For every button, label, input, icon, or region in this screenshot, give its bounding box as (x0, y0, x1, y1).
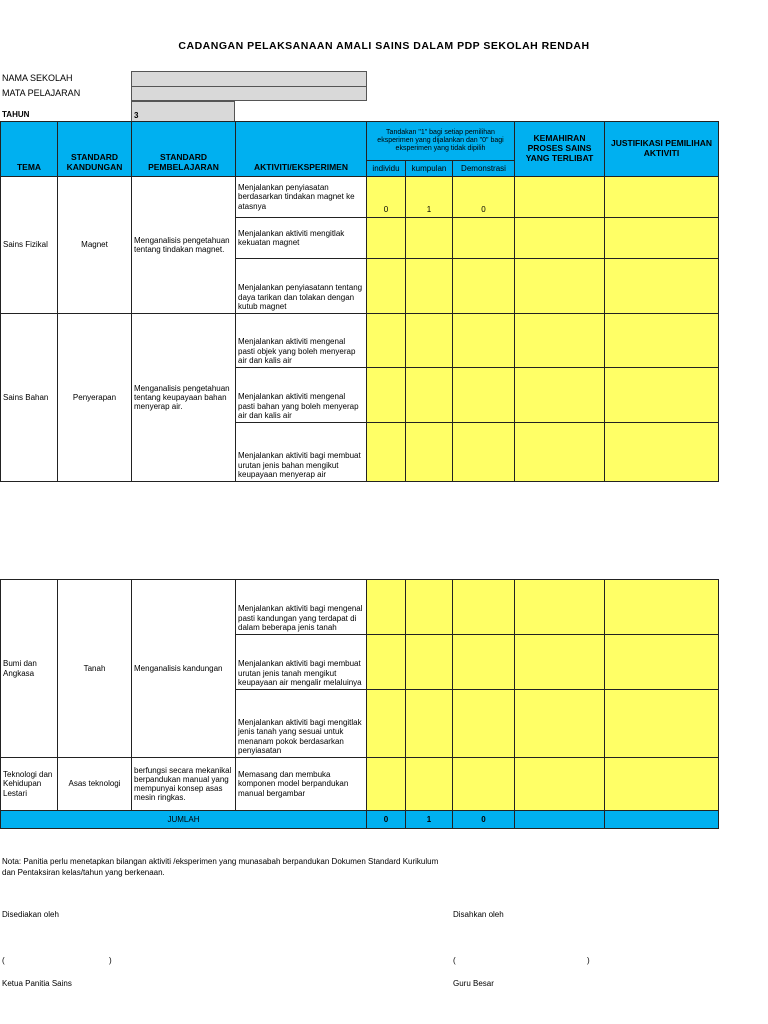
note-line-1: Nota: Panitia perlu menetapkan bilangan aktiviti /eksperimen yang munasabah berpandukan Dokumen Standard Kurikulum (2, 857, 439, 866)
nama-sekolah-label: NAMA SEKOLAH (2, 73, 73, 83)
individu-cell[interactable] (366, 634, 406, 690)
guru-besar-label: Guru Besar (453, 979, 494, 988)
kumpulan-cell[interactable] (405, 579, 453, 635)
kemahiran-cell[interactable] (514, 176, 605, 218)
note-line-2: dan Pentaksiran kelas/tahun yang berkenaan. (2, 868, 165, 877)
individu-cell[interactable] (366, 422, 406, 482)
signature-open-paren-right: ( (453, 956, 456, 965)
kandungan-cell: Tanah (57, 579, 132, 758)
kumpulan-cell[interactable] (405, 422, 453, 482)
mata-pelajaran-field[interactable] (131, 86, 367, 101)
individu-cell[interactable] (366, 757, 406, 811)
demonstrasi-cell[interactable] (452, 422, 515, 482)
justifikasi-cell[interactable] (604, 367, 719, 423)
total-label: JUMLAH (0, 810, 367, 829)
demonstrasi-cell[interactable] (452, 367, 515, 423)
kumpulan-cell[interactable] (405, 634, 453, 690)
individu-cell[interactable] (366, 367, 406, 423)
pembelajaran-cell: Menganalisis kandungan (131, 579, 236, 758)
kemahiran-cell[interactable] (514, 367, 605, 423)
demonstrasi-cell[interactable] (452, 634, 515, 690)
kandungan-cell: Magnet (57, 176, 132, 314)
kumpulan-cell[interactable]: 1 (405, 176, 453, 218)
header-standard-pembelajaran: STANDARD PEMBELAJARAN (131, 121, 236, 177)
demonstrasi-cell[interactable] (452, 313, 515, 368)
kumpulan-cell[interactable] (405, 217, 453, 259)
header-tema: TEMA (0, 121, 58, 177)
kumpulan-cell[interactable] (405, 313, 453, 368)
individu-cell[interactable] (366, 217, 406, 259)
signature-close-paren-left: ) (109, 956, 112, 965)
kandungan-cell: Penyerapan (57, 313, 132, 482)
demonstrasi-cell[interactable] (452, 757, 515, 811)
justifikasi-cell[interactable] (604, 689, 719, 758)
individu-cell[interactable] (366, 689, 406, 758)
activity-text: Menjalankan aktiviti bagi membuat urutan jenis bahan mengikut keupayaan menyerap air (235, 422, 367, 482)
activity-text: Menjalankan aktiviti mengitlak kekuatan magnet (235, 217, 367, 259)
activity-text: Menjalankan penyiasatan berdasarkan tindakan magnet ke atasnya (235, 176, 367, 218)
activity-text: Menjalankan aktiviti mengenal pasti objek yang boleh menyerap air dan kalis air (235, 313, 367, 368)
tema-cell: Teknologi dan Kehidupan Lestari (0, 757, 58, 811)
activity-text: Menjalankan penyiasatann tentang daya tarikan dan tolakan dengan kutub magnet (235, 258, 367, 314)
justifikasi-cell[interactable] (604, 258, 719, 314)
kemahiran-cell[interactable] (514, 579, 605, 635)
header-kemahiran: KEMAHIRAN PROSES SAINS YANG TERLIBAT (514, 121, 605, 177)
tema-cell: Sains Fizikal (0, 176, 58, 314)
header-demonstrasi: Demonstrasi (452, 160, 515, 177)
justifikasi-cell[interactable] (604, 313, 719, 368)
kumpulan-cell[interactable] (405, 367, 453, 423)
total-kumpulan: 1 (405, 810, 453, 829)
kemahiran-cell[interactable] (514, 313, 605, 368)
tema-cell: Bumi dan Angkasa (0, 579, 58, 758)
nama-sekolah-field[interactable] (131, 71, 367, 87)
kumpulan-cell[interactable] (405, 757, 453, 811)
justifikasi-cell[interactable] (604, 176, 719, 218)
individu-cell[interactable] (366, 313, 406, 368)
total-justifikasi (604, 810, 719, 829)
kumpulan-cell[interactable] (405, 258, 453, 314)
activity-text: Menjalankan aktiviti mengenal pasti bahan yang boleh menyerap air dan kalis air (235, 367, 367, 423)
total-individu: 0 (366, 810, 406, 829)
page-title: CADANGAN PELAKSANAAN AMALI SAINS DALAM PDP SEKOLAH RENDAH (178, 40, 590, 52)
activity-text: Menjalankan aktiviti bagi mengenal pasti kandungan yang terdapat di dalam beberapa jenis tanah (235, 579, 367, 635)
pembelajaran-cell: Menganalisis pengetahuan tentang tindakan magnet. (131, 176, 236, 314)
individu-cell[interactable] (366, 258, 406, 314)
individu-cell[interactable]: 0 (366, 176, 406, 218)
tahun-label: TAHUN (2, 110, 30, 119)
justifikasi-cell[interactable] (604, 757, 719, 811)
justifikasi-cell[interactable] (604, 579, 719, 635)
kumpulan-cell[interactable] (405, 689, 453, 758)
tema-cell: Sains Bahan (0, 313, 58, 482)
kemahiran-cell[interactable] (514, 689, 605, 758)
kemahiran-cell[interactable] (514, 634, 605, 690)
header-kumpulan: kumpulan (405, 160, 453, 177)
disahkan-label: Disahkan oleh (453, 910, 504, 919)
pembelajaran-cell: Menganalisis pengetahuan tentang keupayaan bahan menyerap air. (131, 313, 236, 482)
mata-pelajaran-label: MATA PELAJARAN (2, 88, 81, 98)
justifikasi-cell[interactable] (604, 634, 719, 690)
header-individu: individu (366, 160, 406, 177)
ketua-panitia-label: Ketua Panitia Sains (2, 979, 72, 988)
total-demonstrasi: 0 (452, 810, 515, 829)
header-justifikasi: JUSTIFIKASI PEMILIHAN AKTIVITI (604, 121, 719, 177)
kemahiran-cell[interactable] (514, 217, 605, 259)
header-aktiviti: AKTIVITI/EKSPERIMEN (235, 121, 367, 177)
activity-text: Menjalankan aktiviti bagi membuat urutan jenis tanah mengikut keupayaan air mengalir melaluinya (235, 634, 367, 690)
pembelajaran-cell: berfungsi secara mekanikal berpandukan manual yang mempunyai konsep asas mesin ringkas. (131, 757, 236, 811)
kemahiran-cell[interactable] (514, 757, 605, 811)
disediakan-label: Disediakan oleh (2, 910, 59, 919)
activity-text: Memasang dan membuka komponen model berpandukan manual bergambar (235, 757, 367, 811)
kemahiran-cell[interactable] (514, 258, 605, 314)
kandungan-cell: Asas teknologi (57, 757, 132, 811)
demonstrasi-cell[interactable]: 0 (452, 176, 515, 218)
kemahiran-cell[interactable] (514, 422, 605, 482)
signature-close-paren-right: ) (587, 956, 590, 965)
demonstrasi-cell[interactable] (452, 258, 515, 314)
tahun-field[interactable]: 3 (131, 101, 235, 122)
header-instruction: Tandakan "1" bagi setiap pemilihan eksperimen yang dijalankan dan "0" bagi eksperimen yang tidak dipilih (366, 121, 515, 161)
signature-open-paren-left: ( (2, 956, 5, 965)
demonstrasi-cell[interactable] (452, 579, 515, 635)
total-kemahiran (514, 810, 605, 829)
demonstrasi-cell[interactable] (452, 217, 515, 259)
individu-cell[interactable] (366, 579, 406, 635)
demonstrasi-cell[interactable] (452, 689, 515, 758)
activity-text: Menjalankan aktiviti bagi mengitlak jenis tanah yang sesuai untuk menanam pokok berdasarkan penyiasatan (235, 689, 367, 758)
justifikasi-cell[interactable] (604, 422, 719, 482)
justifikasi-cell[interactable] (604, 217, 719, 259)
header-standard-kandungan: STANDARD KANDUNGAN (57, 121, 132, 177)
